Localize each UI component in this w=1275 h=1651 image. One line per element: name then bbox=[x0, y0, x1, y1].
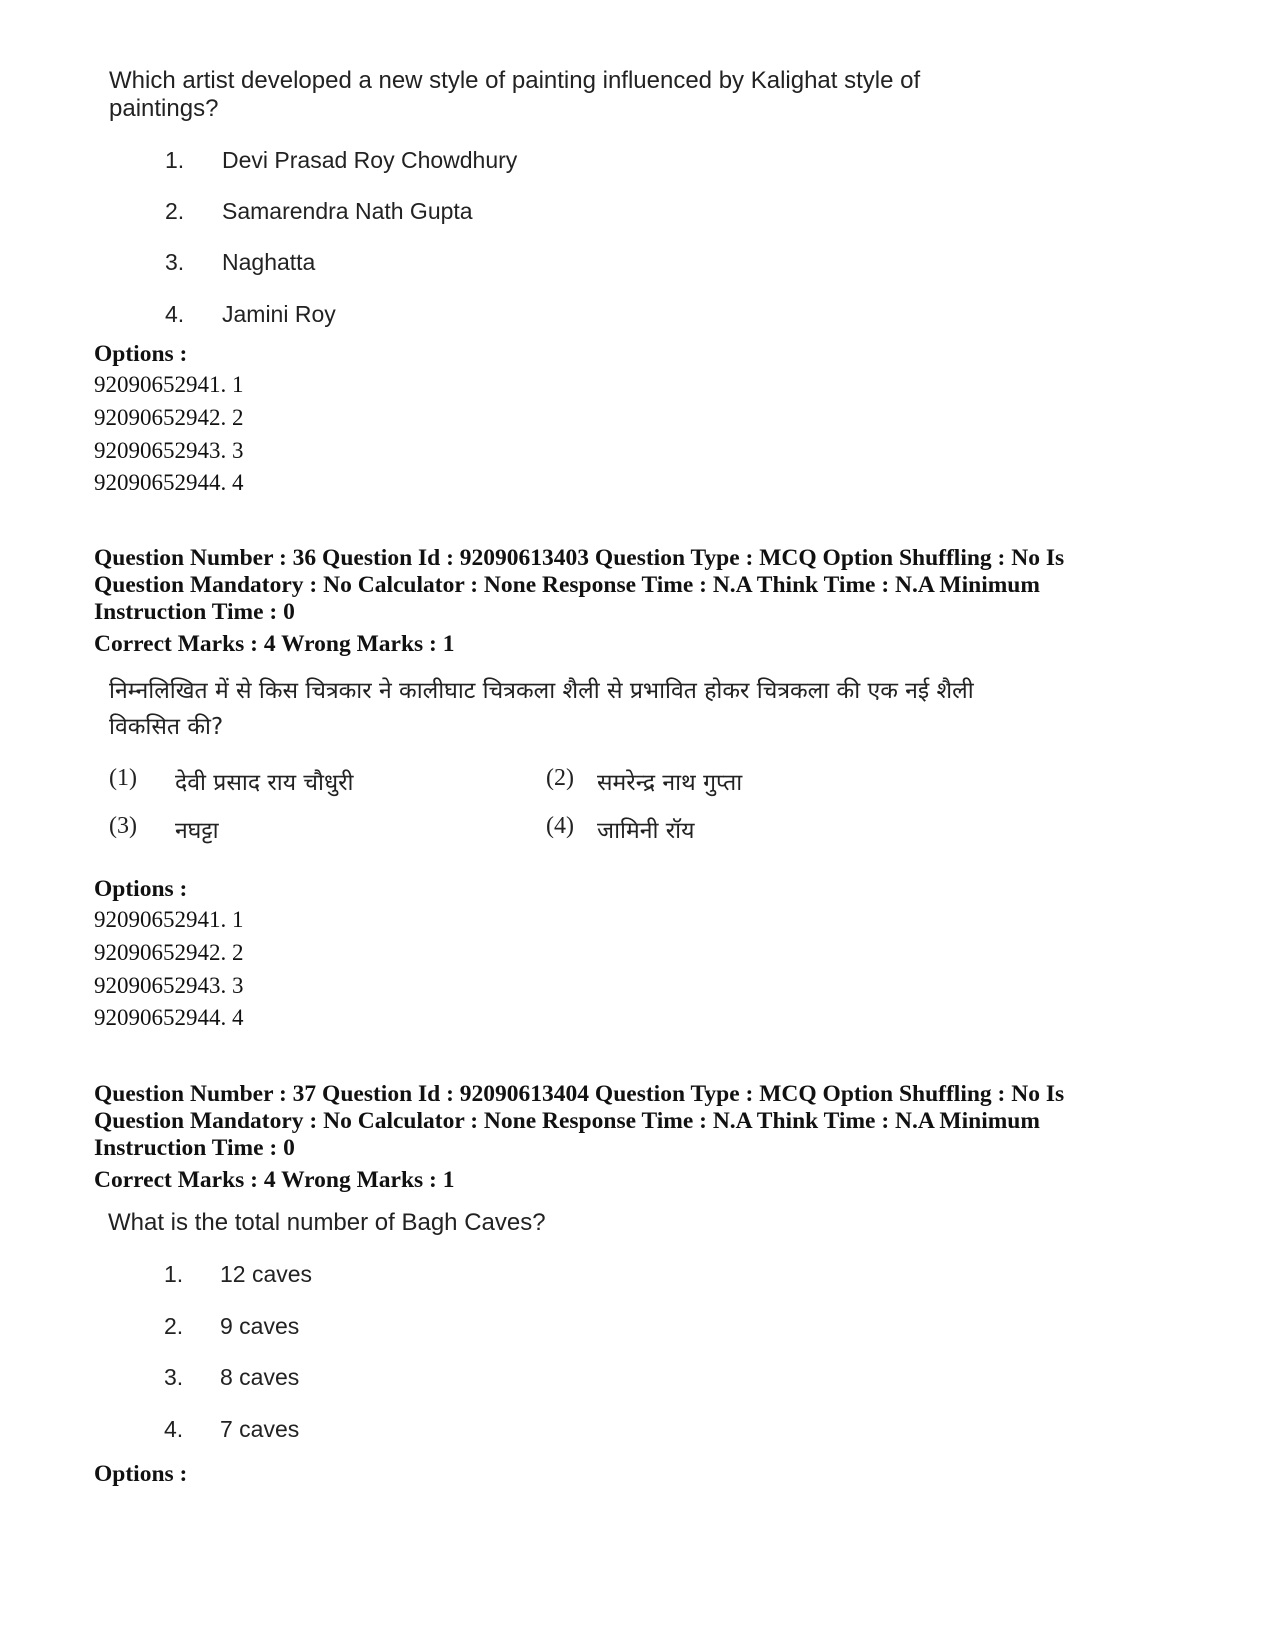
q35-choice-2-number: 2. bbox=[165, 198, 185, 224]
q37-choice-4-text: 7 caves bbox=[220, 1416, 300, 1442]
q35-option-id-2: 92090652942. 2 bbox=[94, 405, 244, 430]
q37-meta-line2: Question Mandatory : No Calculator : None Response Time : N.A Think Time : N.A Minimum bbox=[94, 1108, 1040, 1134]
q35-choice-1-number: 1. bbox=[165, 147, 185, 173]
q36-choice-4-number: (4) bbox=[546, 813, 574, 839]
q36-option-id-2: 92090652942. 2 bbox=[94, 940, 244, 965]
q36-choice-1-text: देवी प्रसाद राय चौधुरी bbox=[175, 770, 354, 796]
q36-meta-line2: Question Mandatory : No Calculator : None Response Time : N.A Think Time : N.A Minimum bbox=[94, 572, 1040, 598]
q35-option-id-3: 92090652943. 3 bbox=[94, 438, 244, 463]
q36-choice-2-text: समरेन्द्र नाथ गुप्ता bbox=[597, 770, 743, 796]
q36-choice-1-number: (1) bbox=[109, 765, 137, 791]
q37-meta-line1: Question Number : 37 Question Id : 92090613404 Question Type : MCQ Option Shuffling : No Is bbox=[94, 1081, 1065, 1107]
q35-option-id-1: 92090652941. 1 bbox=[94, 372, 244, 397]
q35-question-line1: Which artist developed a new style of painting influenced by Kalighat style of bbox=[109, 67, 921, 94]
q37-choice-1-number: 1. bbox=[164, 1261, 184, 1287]
q37-choice-2-number: 2. bbox=[164, 1313, 184, 1339]
q36-choice-3-number: (3) bbox=[109, 813, 137, 839]
q37-choice-2-text: 9 caves bbox=[220, 1313, 300, 1339]
q35-choice-1-text: Devi Prasad Roy Chowdhury bbox=[222, 147, 518, 173]
q36-option-id-4: 92090652944. 4 bbox=[94, 1005, 244, 1030]
q36-choice-2-number: (2) bbox=[546, 765, 574, 791]
q37-choice-3-number: 3. bbox=[164, 1364, 184, 1390]
q36-meta-line1: Question Number : 36 Question Id : 92090613403 Question Type : MCQ Option Shuffling : No Is bbox=[94, 545, 1065, 571]
q36-question-line1: निम्नलिखित में से किस चित्रकार ने कालीघाट चित्रकला शैली से प्रभावित होकर चित्रकला की एक नई शैली bbox=[109, 678, 974, 704]
q37-choice-4-number: 4. bbox=[164, 1416, 184, 1442]
q36-option-id-1: 92090652941. 1 bbox=[94, 907, 244, 932]
q35-options-label: Options : bbox=[94, 341, 188, 367]
q37-marks: Correct Marks : 4 Wrong Marks : 1 bbox=[94, 1167, 455, 1193]
q35-choice-4-number: 4. bbox=[165, 301, 185, 327]
q35-option-id-4: 92090652944. 4 bbox=[94, 470, 244, 495]
q35-choice-2-text: Samarendra Nath Gupta bbox=[222, 198, 473, 224]
q36-meta-line3: Instruction Time : 0 bbox=[94, 599, 295, 625]
q36-option-id-3: 92090652943. 3 bbox=[94, 973, 244, 998]
q36-options-label: Options : bbox=[94, 876, 188, 902]
q35-choice-4-text: Jamini Roy bbox=[222, 301, 336, 327]
q37-options-label: Options : bbox=[94, 1461, 188, 1487]
q35-choice-3-number: 3. bbox=[165, 249, 185, 275]
q35-question-line2: paintings? bbox=[109, 95, 219, 122]
q35-choice-3-text: Naghatta bbox=[222, 249, 316, 275]
q37-choice-1-text: 12 caves bbox=[220, 1261, 313, 1287]
q37-choice-3-text: 8 caves bbox=[220, 1364, 300, 1390]
q36-choice-3-text: नघट्टा bbox=[175, 818, 219, 844]
q36-question-line2: विकसित की? bbox=[109, 714, 224, 740]
q36-marks: Correct Marks : 4 Wrong Marks : 1 bbox=[94, 631, 455, 657]
q36-choice-4-text: जामिनी रॉय bbox=[597, 818, 695, 844]
q37-question: What is the total number of Bagh Caves? bbox=[108, 1209, 546, 1236]
q37-meta-line3: Instruction Time : 0 bbox=[94, 1135, 295, 1161]
